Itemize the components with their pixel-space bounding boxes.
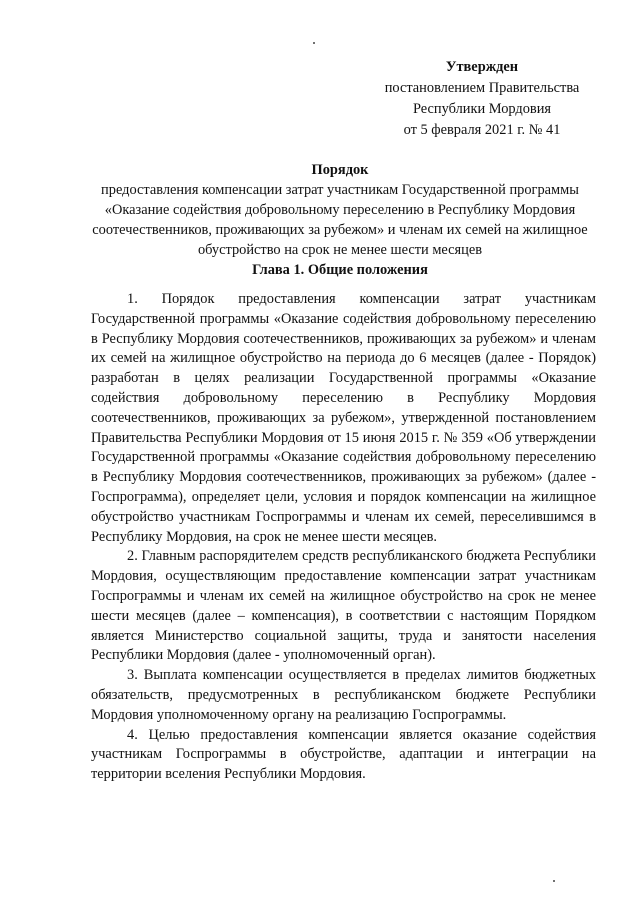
paragraph-4: 4. Целью предоставления компенсации является оказание содействия участникам Госпрограммы в обустройстве, адаптации и интеграции на территории вселения Республики Мордовия. (91, 726, 596, 783)
approval-block (372, 57, 592, 141)
paragraph-1: 1. Порядок предоставления компенсации затрат участникам Государственной программы «Оказание содействия добровольному переселению в Республику Мордовия соотечественников, проживающих за рубежом» и членам их семей на жилищное обустройство на периода до 6 месяцев (далее - Порядок) разработан в целях реализации Государственной программы «Оказание содействия добровольному переселению в Республику Мордовия соотечественников, проживающих за рубежом», утвержденной постановлением Правительства Республики Мордовия от 15 июня 2015 г. № 359 «Об утверждении Государственной программы «Оказание содействия добровольному переселению в Республику Мордовия соотечественников, проживающих за рубежом» (далее - Госпрограмма), определяет цели, условия и порядок компенсации на жилищное обустройство участникам Госпрограммы и членам их семей, переселившимся в Республику Мордовия, на срок не менее шести месяцев. (91, 291, 596, 545)
approval-line-2: Республики Мордовия (412, 101, 552, 117)
chapter-heading: Глава 1. Общие положения (252, 262, 428, 278)
document-title-block (85, 160, 595, 260)
approval-line-3: от 5 февраля 2021 г. № 41 (403, 122, 561, 138)
paragraph-3: 3. Выплата компенсации осуществляется в пределах лимитов бюджетных обязательств, предусмотренных в республиканском бюджете Республики Мордовия уполномоченному органу на реализацию Госпрограммы. (91, 667, 596, 723)
scan-speck-bottom (553, 880, 555, 882)
approval-line-1: постановлением Правительства (384, 80, 580, 96)
document-body (91, 290, 596, 785)
paragraph-2: 2. Главным распорядителем средств республиканского бюджета Республики Мордовия, осуществляющим предоставление компенсации затрат участникам Госпрограммы и членам их семей на жилищное обустройство на срок не менее шести месяцев (далее – компенсация), в соответствии с настоящим Порядком является Министерство социальной защиты, труда и занятости населения Республики Мордовия (далее - уполномоченный орган). (91, 548, 596, 664)
document-title: Порядок (311, 162, 369, 178)
scan-speck-top (313, 42, 315, 44)
approval-heading: Утвержден (445, 59, 519, 75)
document-subtitle: предоставления компенсации затрат участникам Государственной программы «Оказание содействия добровольному переселению в Республику Мордовия соотечественников, проживающих за рубежом» и членам их семей на жилищное обустройство на срок не менее шести месяцев (92, 182, 588, 258)
